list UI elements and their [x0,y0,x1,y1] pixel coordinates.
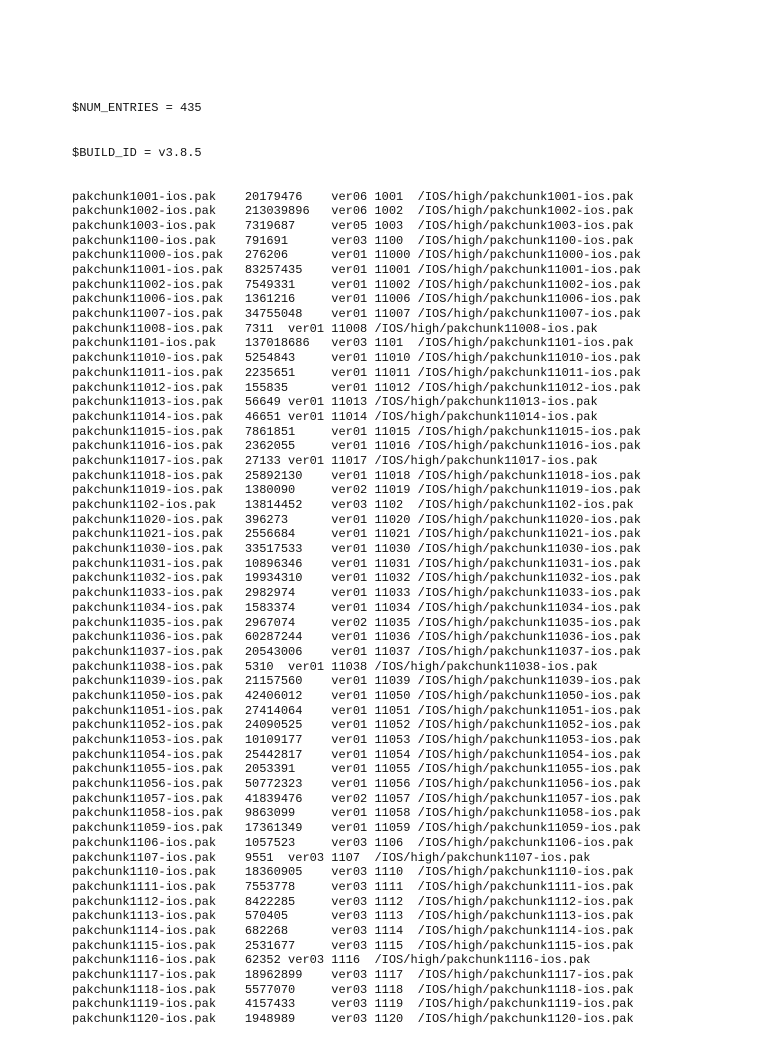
entry-line: pakchunk1120-ios.pak 1948989 ver03 1120 /IOS/high/pakchunk1120-ios.pak [72,1012,634,1027]
entry-line: pakchunk11010-ios.pak 5254843 ver01 11010 /IOS/high/pakchunk11010-ios.pak [72,351,641,366]
document-body [72,72,641,1041]
entry-line: pakchunk1002-ios.pak 213039896 ver06 1002 /IOS/high/pakchunk1002-ios.pak [72,204,634,219]
entry-line: pakchunk1112-ios.pak 8422285 ver03 1112 /IOS/high/pakchunk1112-ios.pak [72,894,634,909]
entry-line: pakchunk11034-ios.pak 1583374 ver01 11034 /IOS/high/pakchunk11034-ios.pak [72,600,641,615]
entry-line: pakchunk1114-ios.pak 682268 ver03 1114 /IOS/high/pakchunk1114-ios.pak [72,923,634,938]
entry-line: pakchunk11007-ios.pak 34755048 ver01 11007 /IOS/high/pakchunk11007-ios.pak [72,307,641,322]
entry-line: pakchunk11014-ios.pak 46651 ver01 11014 /IOS/high/pakchunk11014-ios.pak [72,409,598,424]
entry-line: pakchunk11006-ios.pak 1361216 ver01 11006 /IOS/high/pakchunk11006-ios.pak [72,292,641,307]
num-entries-line: $NUM_ENTRIES = 435 [72,101,202,116]
entry-line: pakchunk1119-ios.pak 4157433 ver03 1119 /IOS/high/pakchunk1119-ios.pak [72,997,634,1012]
entry-line: pakchunk11052-ios.pak 24090525 ver01 11052 /IOS/high/pakchunk11052-ios.pak [72,718,641,733]
entry-line: pakchunk11021-ios.pak 2556684 ver01 11021 /IOS/high/pakchunk11021-ios.pak [72,527,641,542]
entry-line: pakchunk11017-ios.pak 27133 ver01 11017 /IOS/high/pakchunk11017-ios.pak [72,453,598,468]
entry-line: pakchunk1113-ios.pak 570405 ver03 1113 /IOS/high/pakchunk1113-ios.pak [72,909,634,924]
entry-line: pakchunk11013-ios.pak 56649 ver01 11013 /IOS/high/pakchunk11013-ios.pak [72,395,598,410]
entry-line: pakchunk11036-ios.pak 60287244 ver01 11036 /IOS/high/pakchunk11036-ios.pak [72,630,641,645]
entry-line: pakchunk11058-ios.pak 9863099 ver01 11058 /IOS/high/pakchunk11058-ios.pak [72,806,641,821]
entry-line: pakchunk1003-ios.pak 7319687 ver05 1003 /IOS/high/pakchunk1003-ios.pak [72,218,634,233]
entry-line: pakchunk1101-ios.pak 137018686 ver03 1101 /IOS/high/pakchunk1101-ios.pak [72,336,634,351]
entry-line: pakchunk11038-ios.pak 5310 ver01 11038 /IOS/high/pakchunk11038-ios.pak [72,659,598,674]
entry-line: pakchunk1117-ios.pak 18962899 ver03 1117 /IOS/high/pakchunk1117-ios.pak [72,968,634,983]
entry-line: pakchunk11057-ios.pak 41839476 ver02 11057 /IOS/high/pakchunk11057-ios.pak [72,791,641,806]
entry-line: pakchunk11051-ios.pak 27414064 ver01 11051 /IOS/high/pakchunk11051-ios.pak [72,703,641,718]
entry-line: pakchunk11030-ios.pak 33517533 ver01 11030 /IOS/high/pakchunk11030-ios.pak [72,542,641,557]
entry-line: pakchunk11031-ios.pak 10896346 ver01 11031 /IOS/high/pakchunk11031-ios.pak [72,556,641,571]
entry-line: pakchunk11012-ios.pak 155835 ver01 11012 /IOS/high/pakchunk11012-ios.pak [72,380,641,395]
entry-line: pakchunk1115-ios.pak 2531677 ver03 1115 /IOS/high/pakchunk1115-ios.pak [72,938,634,953]
entry-line: pakchunk1110-ios.pak 18360905 ver03 1110 /IOS/high/pakchunk1110-ios.pak [72,865,634,880]
entry-line: pakchunk11033-ios.pak 2982974 ver01 11033 /IOS/high/pakchunk11033-ios.pak [72,586,641,601]
entry-line: pakchunk1100-ios.pak 791691 ver03 1100 /IOS/high/pakchunk1100-ios.pak [72,233,634,248]
entry-line: pakchunk11053-ios.pak 10109177 ver01 11053 /IOS/high/pakchunk11053-ios.pak [72,733,641,748]
entry-line: pakchunk11011-ios.pak 2235651 ver01 11011 /IOS/high/pakchunk11011-ios.pak [72,365,641,380]
entry-line: pakchunk1001-ios.pak 20179476 ver06 1001 /IOS/high/pakchunk1001-ios.pak [72,189,634,204]
entry-line: pakchunk11015-ios.pak 7861851 ver01 11015 /IOS/high/pakchunk11015-ios.pak [72,424,641,439]
entry-line: pakchunk11035-ios.pak 2967074 ver02 11035 /IOS/high/pakchunk11035-ios.pak [72,615,641,630]
entry-line: pakchunk11002-ios.pak 7549331 ver01 11002 /IOS/high/pakchunk11002-ios.pak [72,277,641,292]
entry-list [72,190,641,1027]
entry-line: pakchunk11039-ios.pak 21157560 ver01 11039 /IOS/high/pakchunk11039-ios.pak [72,674,641,689]
entry-line: pakchunk11019-ios.pak 1380090 ver02 11019 /IOS/high/pakchunk11019-ios.pak [72,483,641,498]
entry-line: pakchunk11056-ios.pak 50772323 ver01 11056 /IOS/high/pakchunk11056-ios.pak [72,777,641,792]
entry-line: pakchunk11016-ios.pak 2362055 ver01 11016 /IOS/high/pakchunk11016-ios.pak [72,439,641,454]
entry-line: pakchunk11020-ios.pak 396273 ver01 11020 /IOS/high/pakchunk11020-ios.pak [72,512,641,527]
entry-line: pakchunk1118-ios.pak 5577070 ver03 1118 /IOS/high/pakchunk1118-ios.pak [72,982,634,997]
entry-line: pakchunk11050-ios.pak 42406012 ver01 11050 /IOS/high/pakchunk11050-ios.pak [72,688,641,703]
entry-line: pakchunk11032-ios.pak 19934310 ver01 11032 /IOS/high/pakchunk11032-ios.pak [72,571,641,586]
entry-line: pakchunk11059-ios.pak 17361349 ver01 11059 /IOS/high/pakchunk11059-ios.pak [72,821,641,836]
build-id-line: $BUILD_ID = v3.8.5 [72,145,202,160]
entry-line: pakchunk11001-ios.pak 83257435 ver01 11001 /IOS/high/pakchunk11001-ios.pak [72,263,641,278]
entry-line: pakchunk11000-ios.pak 276206 ver01 11000 /IOS/high/pakchunk11000-ios.pak [72,248,641,263]
entry-line: pakchunk11018-ios.pak 25892130 ver01 11018 /IOS/high/pakchunk11018-ios.pak [72,468,641,483]
entry-line: pakchunk11055-ios.pak 2053391 ver01 11055 /IOS/high/pakchunk11055-ios.pak [72,762,641,777]
entry-line: pakchunk11037-ios.pak 20543006 ver01 11037 /IOS/high/pakchunk11037-ios.pak [72,644,641,659]
entry-line: pakchunk11054-ios.pak 25442817 ver01 11054 /IOS/high/pakchunk11054-ios.pak [72,747,641,762]
entry-line: pakchunk1111-ios.pak 7553778 ver03 1111 /IOS/high/pakchunk1111-ios.pak [72,879,634,894]
entry-line: pakchunk1116-ios.pak 62352 ver03 1116 /IOS/high/pakchunk1116-ios.pak [72,953,591,968]
entry-line: pakchunk1107-ios.pak 9551 ver03 1107 /IOS/high/pakchunk1107-ios.pak [72,850,591,865]
entry-line: pakchunk11008-ios.pak 7311 ver01 11008 /IOS/high/pakchunk11008-ios.pak [72,321,598,336]
entry-line: pakchunk1106-ios.pak 1057523 ver03 1106 /IOS/high/pakchunk1106-ios.pak [72,835,634,850]
entry-line: pakchunk1102-ios.pak 13814452 ver03 1102 /IOS/high/pakchunk1102-ios.pak [72,498,634,513]
